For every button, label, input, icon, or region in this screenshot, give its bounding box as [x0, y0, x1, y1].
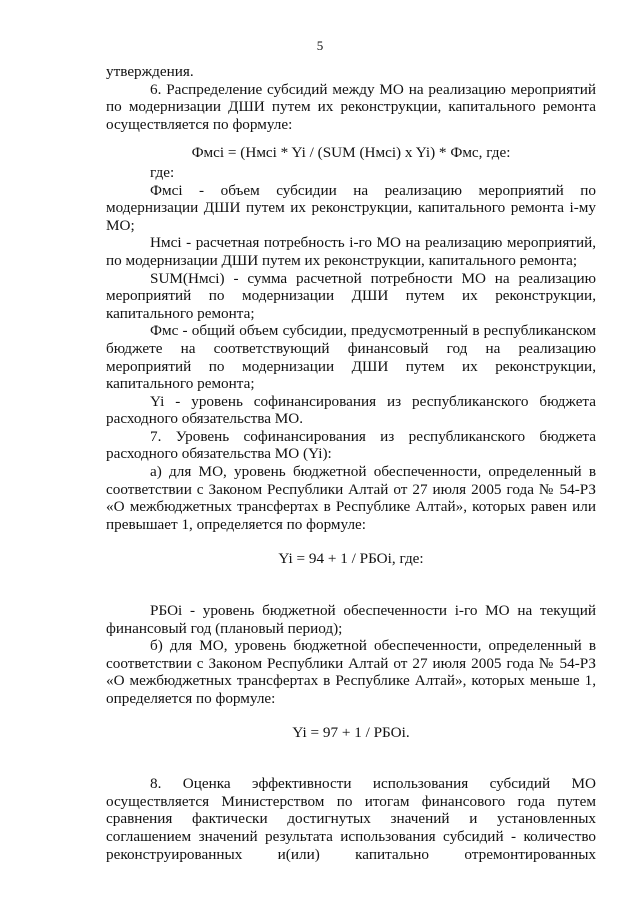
definition-sum-nmsi: SUM(Нмсi) - сумма расчетной потребности МО на реализацию мероприятий по модернизации ДШИ путем их реконструкции, капитального ремонта; — [106, 269, 596, 322]
formula-yi-97: Yi = 97 + 1 / РБОi. — [292, 723, 410, 741]
paragraph-item-7b: б) для МО, уровень бюджетной обеспеченности, определенный в соответствии с Законом Республики Алтай от 27 июля 2005 года № 54-РЗ «О межбюджетных трансфертах в Республике Алтай», которых меньше 1, определяется по формуле: — [106, 637, 596, 707]
paragraph-item-7a: а) для МО, уровень бюджетной обеспеченности, определенный в соответствии с Законом Республики Алтай от 27 июля 2005 года № 54-РЗ «О межбюджетных трансфертах в Республике Алтай», которых равен или превышает 1, определяется по формуле: — [106, 463, 596, 533]
document-body — [106, 63, 596, 863]
definition-rboi: РБОi - уровень бюджетной обеспеченности i-го МО на текущий финансовый год (плановый период); — [106, 602, 596, 637]
definition-fms: Фмс - общий объем субсидии, предусмотренный в республиканском бюджете на соответствующий финансовый год на реализацию мероприятий по модернизации ДШИ путем их реконструкции, капитального ремонта; — [106, 322, 596, 393]
paragraph-continuation: утверждения. — [106, 63, 194, 80]
paragraph-item-8: 8. Оценка эффективности использования субсидий МО осуществляется Министерством по итогам финансового года путем сравнения фактически достигнутых значений и установленных соглашением значений результата использования субсидий - количество реконструированных и(или) капитально отремонтированных — [106, 775, 596, 863]
paragraph-item-7: 7. Уровень софинансирования из республиканского бюджета расходного обязательства МО (Yi): — [106, 427, 596, 463]
paragraph-item-6: 6. Распределение субсидий между МО на реализацию мероприятий по модернизации ДШИ путем их реконструкции, капитального ремонта осуществляется по формуле: — [106, 80, 596, 133]
formula-subsidy-distribution: Фмсi = (Нмсi * Yi / (SUM (Нмсi) x Yi) * Фмс, где: — [191, 144, 511, 162]
page-number: 5 — [316, 38, 324, 53]
definition-fmsi: Фмсi - объем субсидии на реализацию мероприятий по модернизации ДШИ путем их реконструкции, капитального ремонта i-му МО; — [106, 181, 596, 234]
paragraph-where: где: — [150, 163, 175, 181]
definition-nmsi: Нмсi - расчетная потребность i-го МО на реализацию мероприятий, по модернизации ДШИ путем их реконструкции, капитального ремонта; — [106, 234, 596, 269]
formula-yi-94: Yi = 94 + 1 / РБОi, где: — [278, 550, 424, 568]
definition-yi: Yi - уровень софинансирования из республиканского бюджета расходного обязательства МО. — [106, 392, 596, 428]
